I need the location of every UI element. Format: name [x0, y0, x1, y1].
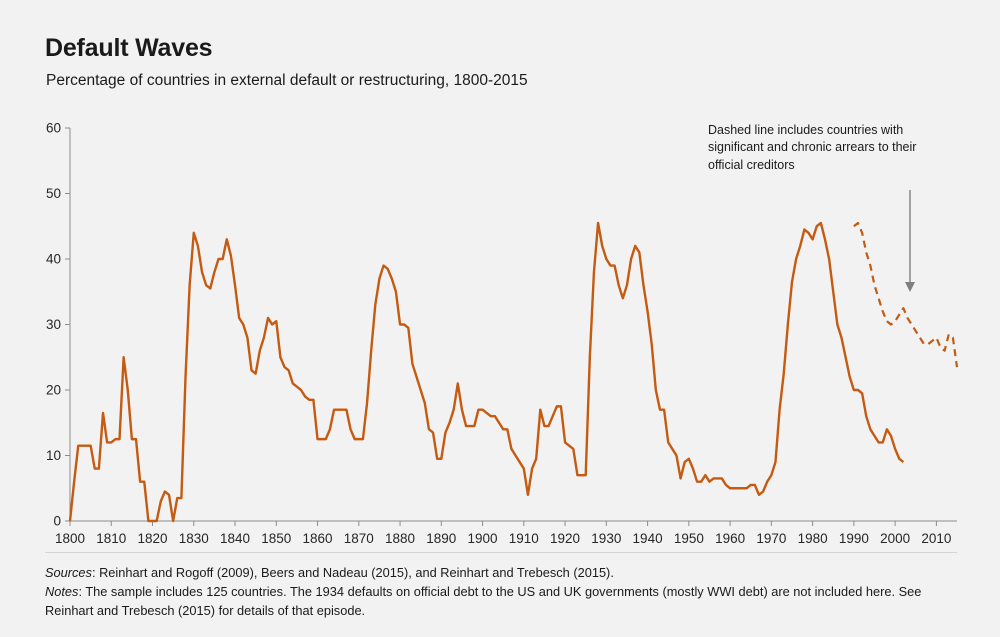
x-tick-label: 1930: [591, 531, 622, 546]
dashed-line-annotation: Dashed line includes countries with significant and chronic arrears to their official creditors: [708, 123, 917, 172]
x-tick-label: 1940: [632, 531, 663, 546]
x-tick-label: 1880: [385, 531, 416, 546]
footnotes: [45, 563, 965, 621]
x-tick-label: 1830: [178, 531, 209, 546]
x-tick-label: 1840: [219, 531, 251, 546]
sources-label: Sources: [45, 565, 92, 580]
x-tick-label: 2000: [880, 531, 911, 546]
page-subtitle: Percentage of countries in external default or restructuring, 1800-2015: [46, 72, 528, 89]
x-tick-label: 1960: [715, 531, 746, 546]
x-tick-label: 1950: [673, 531, 704, 546]
x-tick-label: 1850: [261, 531, 292, 546]
footnote-notes: [45, 582, 965, 620]
x-tick-label: 1920: [550, 531, 581, 546]
page-title: Default Waves: [45, 34, 213, 62]
y-tick-label: 60: [45, 120, 61, 136]
sources-text: : Reinhart and Rogoff (2009), Beers and Nadeau (2015), and Reinhart and Trebesch (2015).: [91, 565, 614, 580]
y-tick-label: 30: [45, 317, 61, 332]
notes-text: : The sample includes 125 countries. The 1934 defaults on official debt to the US and UK governments (mostly WWI debt) are not included here. See Reinhart and Trebesch (2015) for details of that episode.: [45, 584, 922, 619]
x-tick-label: 1990: [838, 531, 869, 546]
x-tick-label: 1820: [137, 531, 168, 546]
x-tick-label: 1900: [467, 531, 498, 546]
annotation-arrow-head: [905, 282, 915, 292]
y-tick-label: 40: [45, 251, 61, 267]
footnote-sources: [45, 563, 965, 582]
footnote-divider: [45, 552, 957, 553]
x-tick-label: 1910: [508, 531, 539, 546]
y-tick-label: 50: [45, 186, 61, 201]
y-tick-label: 0: [53, 513, 61, 529]
y-tick-label: 20: [45, 382, 61, 398]
x-tick-label: 1860: [302, 531, 333, 546]
y-tick-label: 10: [45, 448, 61, 463]
x-tick-label: 1810: [96, 531, 127, 546]
x-tick-label: 1890: [426, 531, 457, 546]
notes-label: Notes: [45, 584, 79, 600]
series-line-dashed: [854, 223, 957, 367]
x-tick-label: 1870: [343, 531, 374, 546]
x-tick-label: 2010: [921, 531, 952, 546]
x-tick-label: 1980: [797, 531, 828, 546]
x-tick-label: 1970: [756, 531, 787, 546]
series-line-solid: [70, 223, 903, 521]
x-tick-label: 1800: [54, 531, 86, 546]
